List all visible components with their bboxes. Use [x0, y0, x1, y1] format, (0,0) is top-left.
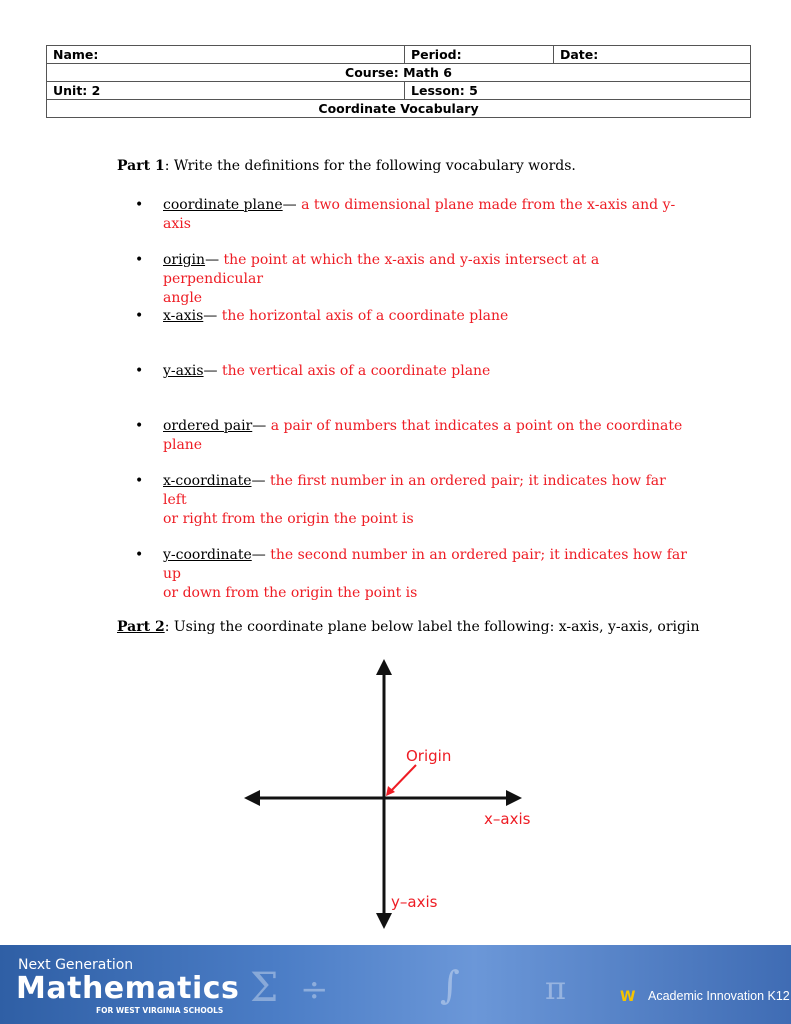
topic-title: Coordinate Vocabulary — [47, 100, 751, 118]
integral-icon: ∫ — [440, 963, 460, 1007]
vocab-term: ordered pair — [163, 418, 253, 434]
list-item — [117, 472, 687, 529]
brand-line2: Mathematics — [16, 971, 240, 1006]
vocab-definition: the horizontal axis of a coordinate plane — [221, 308, 509, 324]
part2-instruction: : Using the coordinate plane below label the following: x-axis, y-axis, origin — [164, 619, 700, 635]
vocab-term: y-axis — [163, 363, 204, 379]
header-table — [46, 45, 751, 118]
vocab-definition-cont: plane — [163, 437, 203, 453]
list-item — [117, 196, 687, 234]
wvu-logo-icon: W — [620, 989, 636, 1005]
part1-label: Part 1 — [117, 158, 165, 174]
vocab-definition: a two dimensional plane made from the x-axis and y-axis — [163, 197, 676, 232]
partner-label: Academic Innovation K12 — [648, 989, 790, 1003]
vocab-definition: the point at which the x-axis and y-axis intersect at a perpendicular — [163, 252, 600, 287]
y-axis-label: y–axis — [391, 893, 438, 911]
x-axis-left-arrow-icon — [244, 790, 260, 806]
list-item — [117, 417, 687, 455]
brand-line1: Next Generation — [18, 957, 134, 973]
y-axis-bottom-arrow-icon — [376, 913, 392, 929]
part2-label: Part 2 — [117, 619, 165, 635]
bullet-icon: • — [135, 308, 144, 324]
part1-heading — [117, 158, 576, 174]
lesson-label: Lesson: 5 — [405, 82, 751, 100]
bullet-icon: • — [135, 547, 144, 563]
unit-label: Unit: 2 — [47, 82, 405, 100]
vocab-term: x-coordinate — [163, 473, 252, 489]
footer-banner — [0, 945, 791, 1024]
part1-instruction: : Write the definitions for the following vocabulary words. — [164, 158, 576, 174]
sigma-icon: Σ — [250, 965, 279, 1011]
list-item — [117, 307, 687, 326]
bullet-icon: • — [135, 418, 144, 434]
term-dash: — — [251, 547, 271, 563]
list-item — [117, 362, 687, 381]
coordinate-plane-diagram — [240, 655, 540, 935]
y-axis-top-arrow-icon — [376, 659, 392, 675]
course-label: Course: Math 6 — [47, 64, 751, 82]
vocab-definition-cont: or down from the origin the point is — [163, 585, 418, 601]
origin-pointer-line — [390, 765, 416, 792]
period-label: Period: — [405, 46, 554, 64]
bullet-icon: • — [135, 197, 144, 213]
vocab-term: coordinate plane — [163, 197, 283, 213]
list-item — [117, 546, 687, 603]
part2-heading — [117, 619, 699, 635]
term-dash: — — [203, 363, 222, 379]
x-axis-right-arrow-icon — [506, 790, 522, 806]
term-dash: — — [203, 308, 222, 324]
vocab-definition: the first number in an ordered pair; it indicates how far left — [163, 473, 666, 508]
list-item — [117, 251, 687, 308]
vocab-definition: the second number in an ordered pair; it indicates how far up — [163, 547, 687, 582]
brand-line3: FOR WEST VIRGINIA SCHOOLS — [96, 1006, 224, 1015]
origin-label: Origin — [406, 747, 452, 765]
bullet-icon: • — [135, 473, 144, 489]
bullet-icon: • — [135, 252, 144, 268]
term-dash: — — [205, 252, 224, 268]
date-label: Date: — [554, 46, 751, 64]
name-label: Name: — [47, 46, 405, 64]
pi-icon: π — [545, 969, 567, 1007]
vocab-definition: a pair of numbers that indicates a point on the coordinate — [270, 418, 683, 434]
term-dash: — — [282, 197, 302, 213]
vocab-term: origin — [163, 252, 206, 268]
vocab-term: y-coordinate — [163, 547, 252, 563]
divide-icon: ÷ — [300, 970, 329, 1010]
term-dash: — — [251, 473, 270, 489]
term-dash: — — [252, 418, 271, 434]
vocab-definition-cont: angle — [163, 290, 203, 306]
bullet-icon: • — [135, 363, 144, 379]
vocab-definition: the vertical axis of a coordinate plane — [222, 363, 491, 379]
x-axis-label: x–axis — [484, 810, 531, 828]
vocab-definition-cont: or right from the origin the point is — [163, 511, 414, 527]
vocab-term: x-axis — [163, 308, 204, 324]
